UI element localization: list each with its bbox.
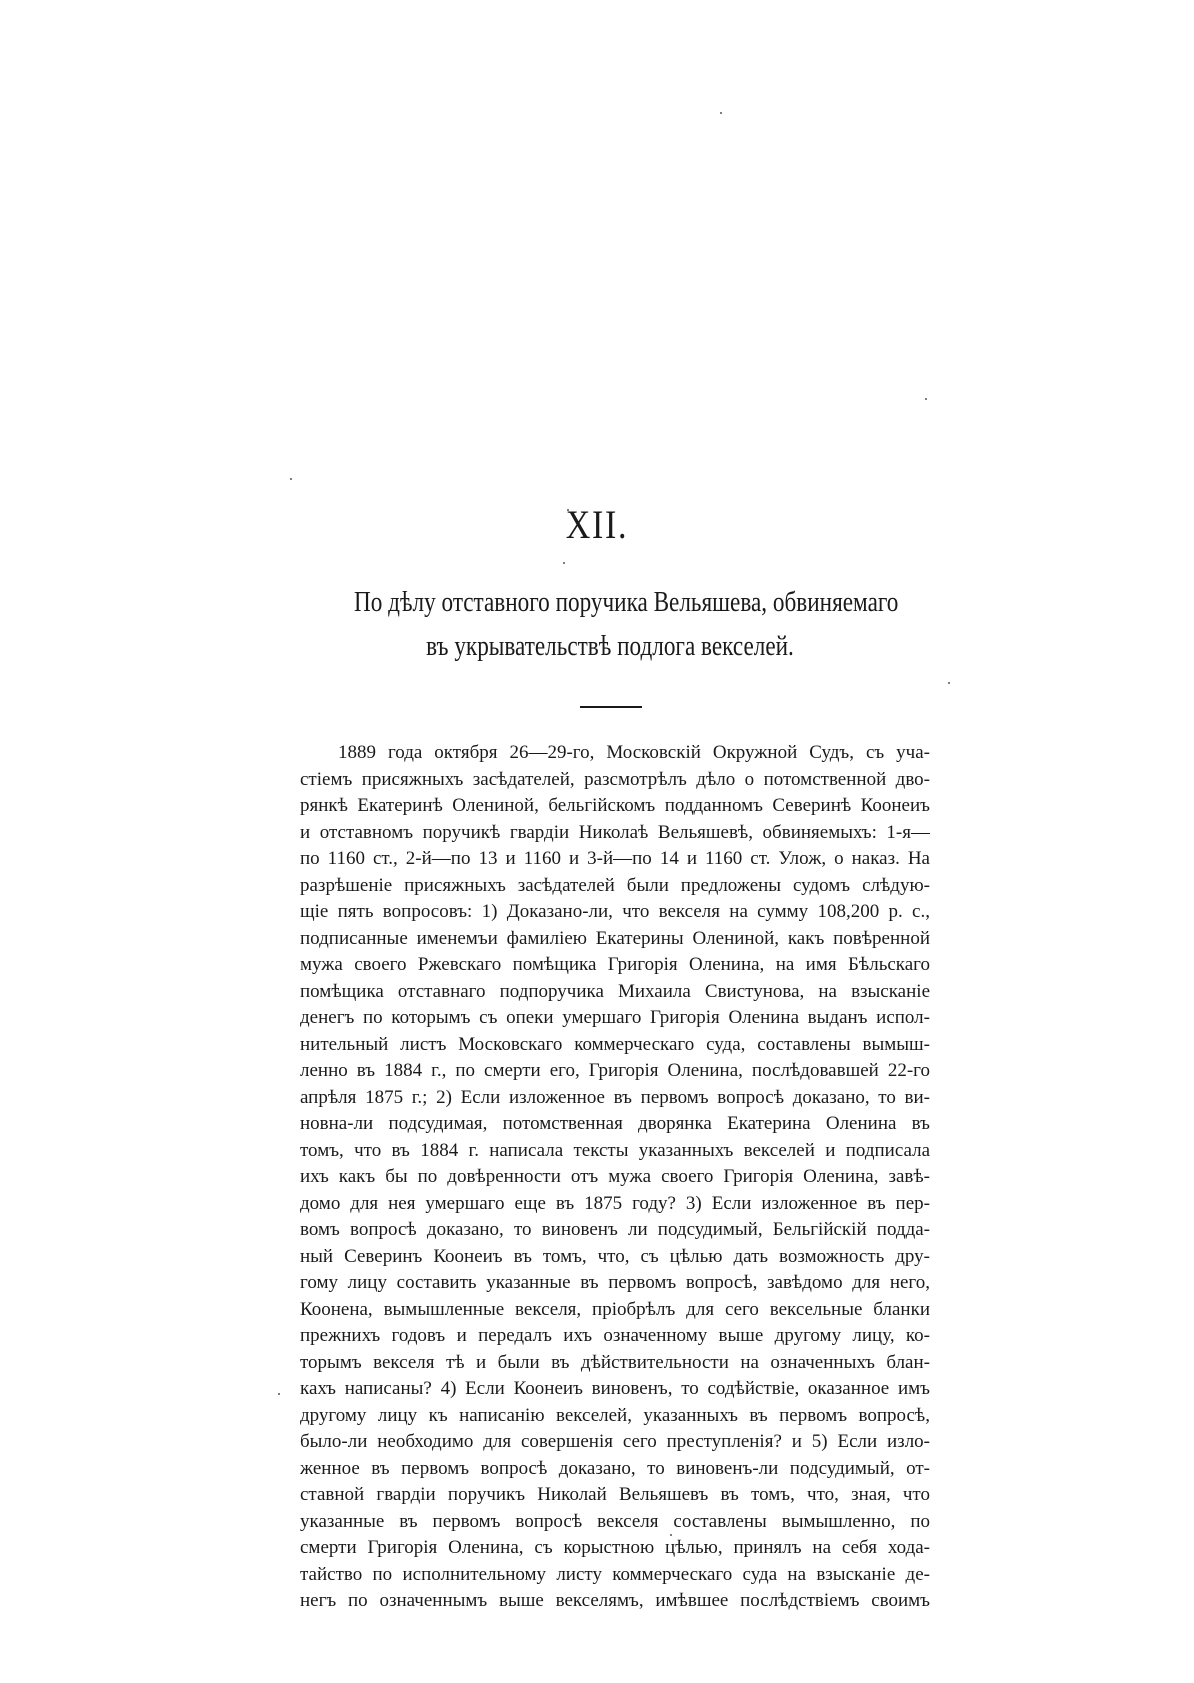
body-line: тайство по исполнительному листу коммерческаго суда на взысканіе де- [300,1563,930,1585]
body-line: торымъ векселя тѣ и были въ дѣйствительности на означенныхъ блан- [300,1351,930,1373]
body-line: нительный листъ Московскаго коммерческаго суда, составлены вымыш- [300,1033,930,1055]
body-line: денегъ по которымъ съ опеки умершаго Григорія Оленина выданъ испол- [300,1007,930,1028]
body-line: другому лицу къ написанію векселей, указанныхъ въ первомъ вопросѣ, [300,1404,930,1426]
body-line: Коонена, вымышленные векселя, пріобрѣлъ для сего вексельные бланки [300,1298,930,1320]
body-line: ставной гвардіи поручикъ Николай Вельяшевъ въ томъ, что, зная, что [300,1484,930,1505]
body-line: смерти Григорія Оленина, съ корыстною цѣлью, принялъ на себя хода- [300,1537,930,1558]
body-line: рянкѣ Екатеринѣ Олениной, бельгійскомъ подданномъ Северинѣ Коонеиъ [300,795,930,816]
chapter-title [290,580,930,668]
separator-rule [580,706,642,708]
body-line: женное въ первомъ вопросѣ доказано, то виновенъ-ли подсудимый, от- [300,1457,930,1479]
body-line: 1889 года октября 26—29-го, Московскій Окружной Судъ, съ уча- [338,742,930,763]
body-line: вомъ вопросѣ доказано, то виновенъ ли подсудимый, Бельгійскій подда- [300,1219,930,1240]
scan-speck [290,478,292,480]
scan-speck [720,112,722,114]
body-line: прежнихъ годовъ и передалъ ихъ означенному выше другому лицу, ко- [300,1325,930,1346]
body-line: ихъ какъ бы по довѣренности отъ мужа своего Григорія Оленина, завѣ- [300,1166,930,1187]
body-line: указанные въ первомъ вопросѣ векселя составлены вымышленно, по [300,1510,930,1532]
body-line: стіемъ присяжныхъ засѣдателей, разсмотрѣлъ дѣло о потомственной дво- [300,768,930,790]
body-line: разрѣшеніе присяжныхъ засѣдателей были предложены судомъ слѣдую- [300,874,930,896]
chapter-number: XII. [565,502,629,547]
body-line: было-ли необходимо для совершенія сего преступленія? и 5) Если изло- [300,1431,930,1452]
body-line: кахъ написаны? 4) Если Коонеиъ виновенъ, то содѣйствіе, оказанное имъ [300,1378,930,1399]
body-line: апрѣля 1875 г.; 2) Если изложенное въ первомъ вопросѣ доказано, то ви- [300,1086,930,1108]
scan-speck [563,562,565,564]
body-line: мужа своего Ржевскаго помѣщика Григорія Оленина, на имя Бѣльскаго [300,954,930,975]
scan-speck [925,398,927,400]
body-line: подписанные именемъи фамиліею Екатерины Олениной, какъ повѣренной [300,927,930,949]
scan-speck [948,682,950,684]
body-text [300,740,930,1615]
scan-speck [278,1393,280,1395]
body-line: новна-ли подсудимая, потомственная дворянка Екатерина Оленина въ [300,1113,930,1134]
body-line: по 1160 ст., 2-й—по 13 и 1160 и 3-й—по 14 и 1160 ст. Улож, о наказ. На [300,848,930,869]
title-line: въ укрывательствѣ подлога векселей. [426,630,794,662]
body-line: ный Северинъ Коонеиъ въ томъ, что, съ цѣлью дать возможность дру- [300,1245,930,1267]
body-line: щіе пять вопросовъ: 1) Доказано-ли, что векселя на сумму 108,200 р. с., [300,901,930,922]
body-line: домо для нея умершаго еще въ 1875 году? 3) Если изложенное въ пер- [300,1192,930,1214]
body-line: помѣщика отставнаго подпоручика Михаила Свистунова, на взысканіе [300,980,930,1002]
body-line: томъ, что въ 1884 г. написала тексты указанныхъ векселей и подписала [300,1139,930,1161]
title-line: По дѣлу отставного поручика Вельяшева, обвиняемаго [354,586,899,618]
body-line: ленно въ 1884 г., по смерти его, Григорія Оленина, послѣдовавшей 22-го [300,1060,930,1081]
body-line: гому лицу составить указанные въ первомъ вопросѣ, завѣдомо для него, [300,1272,930,1293]
body-line: негъ по означеннымъ выше векселямъ, имѣвшее послѣдствіемъ своимъ [300,1590,930,1611]
body-line: и отставномъ поручикѣ гвардіи Николаѣ Вельяшевѣ, обвиняемыхъ: 1-я— [300,821,930,843]
